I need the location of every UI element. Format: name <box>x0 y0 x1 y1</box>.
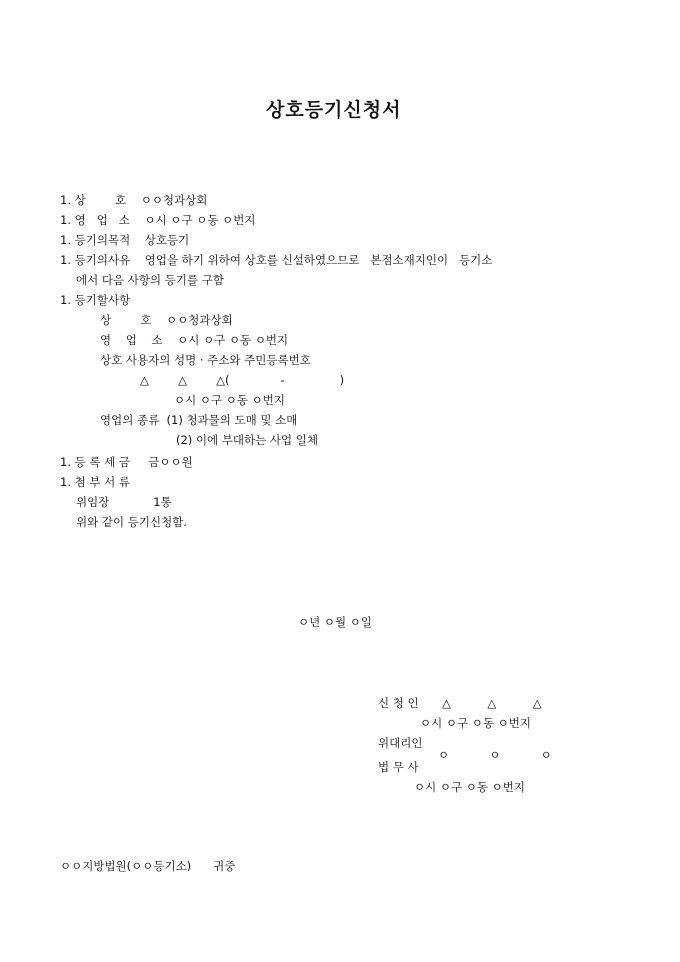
item-registration-tax: 1. 등 록 세 금 금ㅇㅇ원 <box>60 455 193 469</box>
attachment-power-of-attorney: 위임장 1통 <box>76 495 172 509</box>
reg-user-name: △ △ △( - ) <box>140 373 345 387</box>
reg-user-address: ㅇ시 ㅇ구 ㅇ동 ㅇ번지 <box>174 393 285 407</box>
item-reason-line1: 1. 등기의사유 영업을 하기 위하여 상호를 신설하였으므로 본점소재지인이 등기소 <box>60 253 493 267</box>
agent-address: ㅇ시 ㅇ구 ㅇ동 ㅇ번지 <box>414 780 525 794</box>
application-date: ㅇ년 ㅇ월 ㅇ일 <box>298 615 372 629</box>
applicant-label: 신 청 인 <box>378 696 419 710</box>
business-type-2: (2) 이에 부대하는 사업 일체 <box>176 433 319 447</box>
reg-trade-name: 상 호 ㅇㅇ청과상회 <box>100 313 233 327</box>
item-reason-line2: 에서 다음 사항의 등기를 구함 <box>76 273 224 287</box>
closing-statement: 위와 같이 등기신청함. <box>76 515 187 529</box>
item-purpose: 1. 등기의목적 상호등기 <box>60 233 190 247</box>
agent-title: 법 무 사 <box>378 760 419 774</box>
recipient: ㅇㅇ지방법원(ㅇㅇ등기소) 귀중 <box>60 859 236 873</box>
reg-office: 영 업 소 ㅇ시 ㅇ구 ㅇ동 ㅇ번지 <box>100 333 289 347</box>
item-attachments: 1. 첨 부 서 류 <box>60 475 131 489</box>
reg-user-header: 상호 사용자의 성명 · 주소와 주민등록번호 <box>100 353 311 367</box>
item-registration-matters: 1. 등기할사항 <box>60 293 131 307</box>
business-type-1: 영업의 종류 (1) 청과물의 도매 및 소매 <box>100 413 298 427</box>
applicant-address: ㅇ시 ㅇ구 ㅇ동 ㅇ번지 <box>420 716 531 730</box>
applicant-name: △ △ △ <box>442 696 542 710</box>
agent-label: 위대리인 <box>378 736 423 750</box>
item-business-office: 1. 영 업 소 ㅇ시 ㅇ구 ㅇ동 ㅇ번지 <box>60 213 256 227</box>
agent-name: ㅇ ㅇ ㅇ <box>438 748 552 762</box>
item-trade-name: 1. 상 호 ㅇㅇ청과상회 <box>60 193 208 207</box>
document-title: 상호등기신청서 <box>266 99 402 121</box>
